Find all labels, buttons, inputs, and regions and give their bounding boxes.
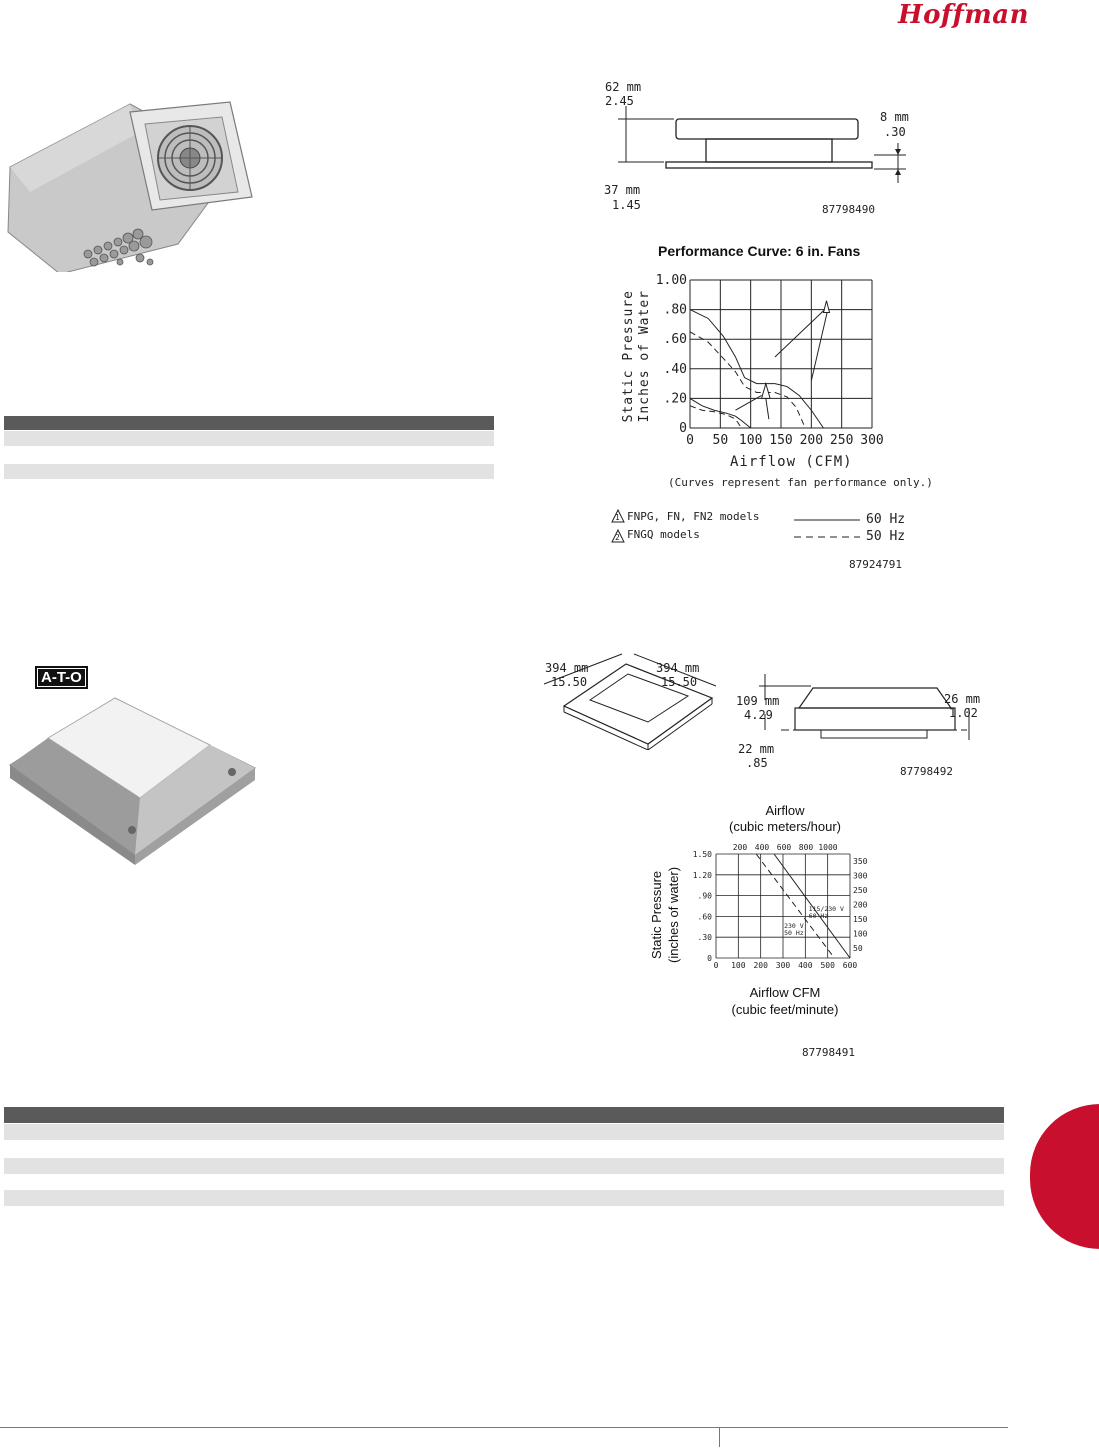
x2-tick-label: 400	[754, 843, 770, 852]
x-tick-label: 250	[829, 433, 854, 448]
x-tick-label: 50	[712, 433, 729, 448]
y2-tick-label: 200	[853, 900, 868, 910]
series-line	[690, 332, 805, 428]
annotation-50hz: 50 Hz	[784, 929, 804, 938]
x-tick-label: 200	[753, 961, 768, 970]
dim-right-mm: 8 mm	[880, 110, 909, 124]
section-tab	[1030, 1104, 1099, 1249]
y-tick-label: .60	[663, 332, 687, 348]
dim-bottom-in: 1.45	[612, 198, 641, 212]
x2-tick-label: 800	[798, 843, 814, 852]
callout-leader	[811, 313, 827, 381]
x-tick-label: 200	[799, 433, 824, 448]
y2-tick-label: 250	[853, 886, 868, 895]
chart2-plot	[680, 838, 880, 983]
y2-tick-label: 50	[853, 944, 863, 953]
series-line	[690, 406, 742, 428]
x-tick-label: 300	[860, 433, 884, 448]
dim-base-mm: 22 mm	[738, 742, 775, 756]
y-tick-label: .90	[697, 891, 712, 901]
dim-base-in: .85	[746, 756, 768, 770]
callout-leader	[775, 310, 825, 357]
part-number: 87798492	[900, 765, 953, 778]
chart2-xlabel-line2: (cubic feet/minute)	[731, 1002, 839, 1017]
y-tick-label: .60	[697, 912, 712, 922]
footer-rule	[0, 1427, 1008, 1428]
chart2-top-label-line2: (cubic meters/hour)	[729, 819, 841, 834]
dim-side-mm: 26 mm	[944, 692, 981, 706]
fan-panel	[130, 102, 252, 210]
table2-row	[4, 1124, 1004, 1140]
callout-marker	[823, 301, 829, 313]
dim-depth-in: 15.50	[661, 675, 698, 689]
table2-header-bar	[4, 1107, 1004, 1123]
chart-note: (Curves represent fan performance only.)	[668, 476, 933, 489]
x-tick-label: 500	[820, 961, 835, 970]
table2-row	[4, 1141, 1004, 1157]
chart1-plot	[650, 270, 900, 480]
part-number: 87924791	[849, 558, 902, 571]
chart2-xlabel-line1: Airflow CFM	[749, 985, 821, 1000]
legend-60hz: 60 Hz	[866, 512, 906, 527]
y-tick-label: .20	[663, 391, 687, 407]
x2-tick-label: 1000	[818, 843, 838, 852]
dim-top-mm: 62 mm	[605, 80, 642, 94]
y2-tick-label: 350	[853, 857, 868, 866]
x-tick-label: 0	[686, 433, 694, 448]
dim-width-in: 15.50	[551, 675, 588, 689]
y-tick-label: 1.20	[692, 870, 712, 880]
x-tick-label: 300	[775, 961, 791, 970]
y-tick-label: 1.50	[692, 850, 712, 859]
fan-kit-photo	[0, 92, 270, 272]
callout-leader	[766, 398, 769, 419]
top-cap-photo	[0, 690, 270, 870]
y2-tick-label: 300	[853, 871, 868, 881]
dim-width-mm: 394 mm	[545, 661, 589, 675]
chart-ylabel-line1: Static Pressure	[621, 290, 636, 423]
ato-badge: A-T-O	[35, 666, 88, 689]
y-tick-label: 0	[679, 421, 687, 436]
table2-row	[4, 1175, 1004, 1189]
dim-right-in: .30	[884, 125, 906, 139]
table1-row	[4, 464, 494, 479]
y-tick-label: .30	[697, 933, 712, 943]
annotation-50hz: 230 V	[784, 922, 804, 931]
table1-row	[4, 447, 494, 463]
chart2-top-label-line1: Airflow	[765, 803, 805, 818]
dim-bottom-mm: 37 mm	[604, 183, 641, 197]
chart2-ylabel-line1: Static Pressure	[649, 870, 664, 960]
x-tick-label: 150	[769, 433, 793, 448]
annotation-60hz: 60 Hz	[808, 911, 829, 920]
dim-height-in: 4.29	[744, 708, 773, 722]
chart-title: Performance Curve: 6 in. Fans	[658, 243, 861, 259]
footer-divider	[719, 1427, 720, 1447]
x2-tick-label: 600	[776, 843, 792, 852]
legend-marker-1: 1	[615, 513, 620, 522]
y-tick-label: 1.00	[655, 273, 687, 288]
part-number: 87798490	[822, 203, 875, 216]
y-tick-label: .40	[663, 361, 687, 377]
brand-logo: Hoffman	[898, 0, 1030, 30]
x-tick-label: 0	[713, 961, 719, 970]
legend-line-samples	[792, 512, 864, 542]
top-cap-side-drawing	[755, 670, 985, 770]
legend-item-2: FNGQ models	[627, 528, 700, 541]
dim-side-in: 1.02	[949, 706, 978, 720]
legend-item-1: FNPG, FN, FN2 models	[627, 510, 760, 523]
top-cap-iso-drawing	[530, 640, 730, 750]
x-tick-label: 400	[798, 961, 813, 970]
callout-marker	[762, 384, 770, 399]
chart-xlabel: Airflow (CFM)	[730, 454, 853, 470]
y-tick-label: .80	[663, 302, 687, 318]
x-tick-label: 100	[731, 961, 746, 970]
table2-row	[4, 1190, 1004, 1206]
fan-profile-drawing	[598, 88, 918, 213]
y-tick-label: 0	[707, 954, 712, 963]
y2-tick-label: 100	[853, 929, 868, 939]
table1-row	[4, 431, 494, 446]
dim-height-mm: 109 mm	[736, 694, 780, 708]
table1-header-bar	[4, 416, 494, 430]
x-tick-label: 100	[738, 433, 763, 448]
y2-tick-label: 150	[853, 915, 868, 924]
x-tick-label: 600	[842, 961, 858, 970]
dim-depth-mm: 394 mm	[656, 661, 700, 675]
dim-top-in: 2.45	[605, 94, 634, 108]
part-number: 87798491	[802, 1046, 855, 1059]
x2-tick-label: 200	[732, 843, 748, 852]
legend-50hz: 50 Hz	[866, 529, 906, 544]
chart-ylabel-line2: Inches of Water	[637, 290, 652, 423]
legend-marker-2: 2	[615, 533, 620, 542]
chart2-ylabel-line2: (inches of water)	[666, 866, 681, 964]
callout-leader	[736, 395, 762, 410]
table2-row	[4, 1158, 1004, 1174]
annotation-60hz: 115/230 V	[808, 904, 844, 913]
